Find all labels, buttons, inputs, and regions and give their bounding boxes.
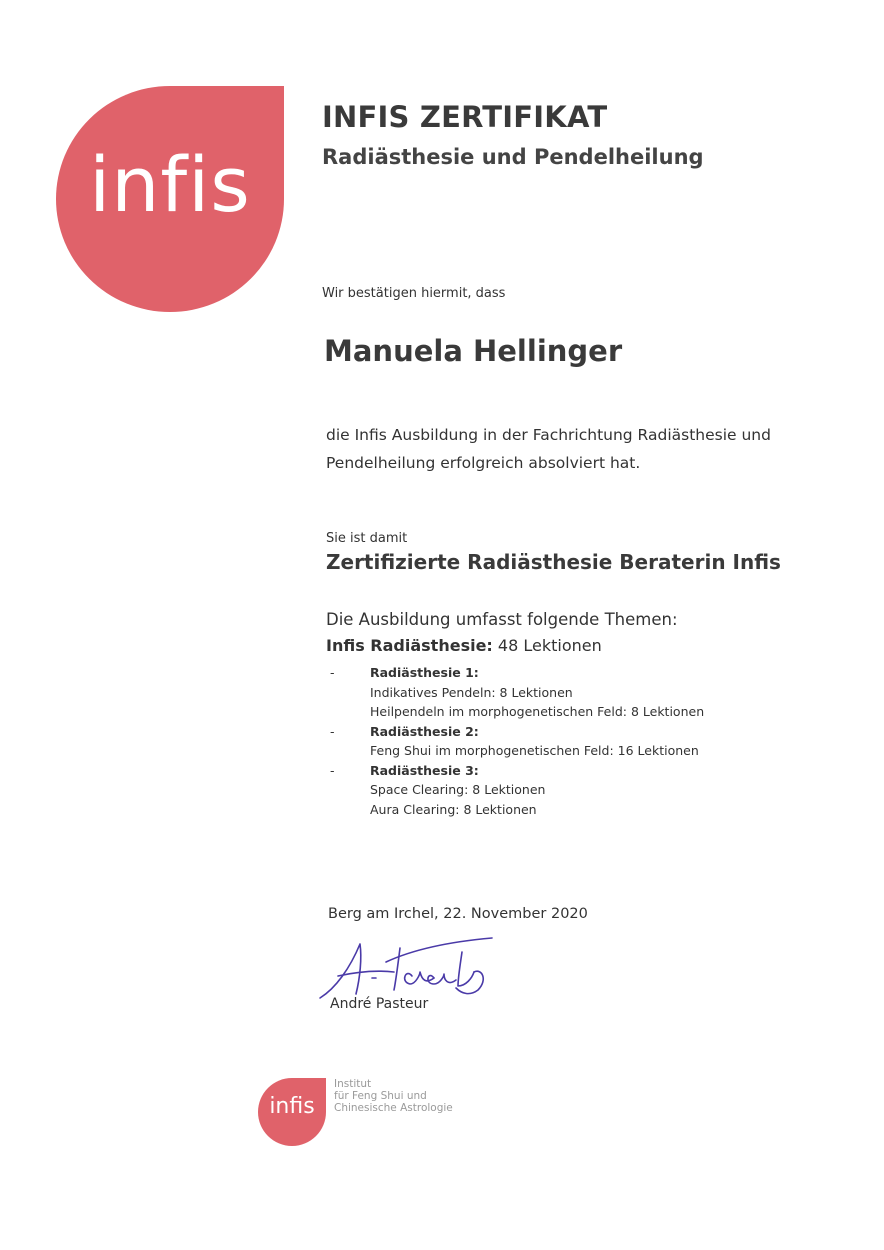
qualification-prefix: Sie ist damit (326, 531, 408, 546)
institute-line: Chinesische Astrologie (334, 1102, 453, 1114)
module-lesson: Space Clearing: 8 Lektionen (370, 782, 546, 797)
footer-logo-text: infis (269, 1094, 315, 1119)
module-title: Radiästhesie 1: (370, 665, 479, 680)
place-date: Berg am Irchel, 22. November 2020 (328, 906, 588, 922)
module-title: Radiästhesie 3: (370, 762, 479, 778)
module-title: Radiästhesie 2: (370, 723, 479, 739)
module-lesson: Indikatives Pendeln: 8 Lektionen (370, 684, 573, 700)
statement-line: die Infis Ausbildung in der Fachrichtung Radiästhesie und (326, 426, 771, 444)
institute-line: für Feng Shui und (334, 1090, 427, 1102)
logo-text: infis (89, 140, 251, 229)
module-lesson: Heilpendeln im morphogenetischen Feld: 8 Lektionen (370, 704, 705, 719)
curriculum-total-label: Infis Radiästhesie: (326, 636, 493, 655)
infis-footer-logo (258, 1078, 326, 1146)
module-item (326, 663, 704, 722)
intro-text: Wir bestätigen hiermit, dass (322, 286, 506, 301)
signatory-name: André Pasteur (330, 996, 429, 1012)
module-list (326, 663, 704, 819)
module-item (326, 761, 704, 820)
module-lesson: Aura Clearing: 8 Lektionen (370, 801, 537, 817)
list-dash: - (330, 665, 335, 680)
curriculum-total (326, 636, 602, 655)
qualification-title: Zertifizierte Radiästhesie Beraterin Infis (326, 550, 781, 574)
curriculum-total-value: 48 Lektionen (497, 636, 602, 655)
list-dash: - (330, 762, 335, 778)
statement-line: Pendelheilung erfolgreich absolviert hat. (326, 454, 641, 472)
certificate-title: INFIS ZERTIFIKAT (322, 100, 608, 134)
infis-logo (56, 86, 284, 312)
statement-text (326, 421, 846, 477)
institute-name (334, 1078, 453, 1114)
module-lesson: Feng Shui im morphogenetischen Feld: 16 Lektionen (370, 743, 699, 758)
list-dash: - (330, 723, 335, 739)
curriculum-heading: Die Ausbildung umfasst folgende Themen: (326, 610, 678, 629)
certificate-subtitle: Radiästhesie und Pendelheilung (322, 145, 704, 169)
institute-line: Institut (334, 1078, 372, 1090)
module-item (326, 722, 704, 761)
recipient-name: Manuela Hellinger (324, 334, 623, 368)
